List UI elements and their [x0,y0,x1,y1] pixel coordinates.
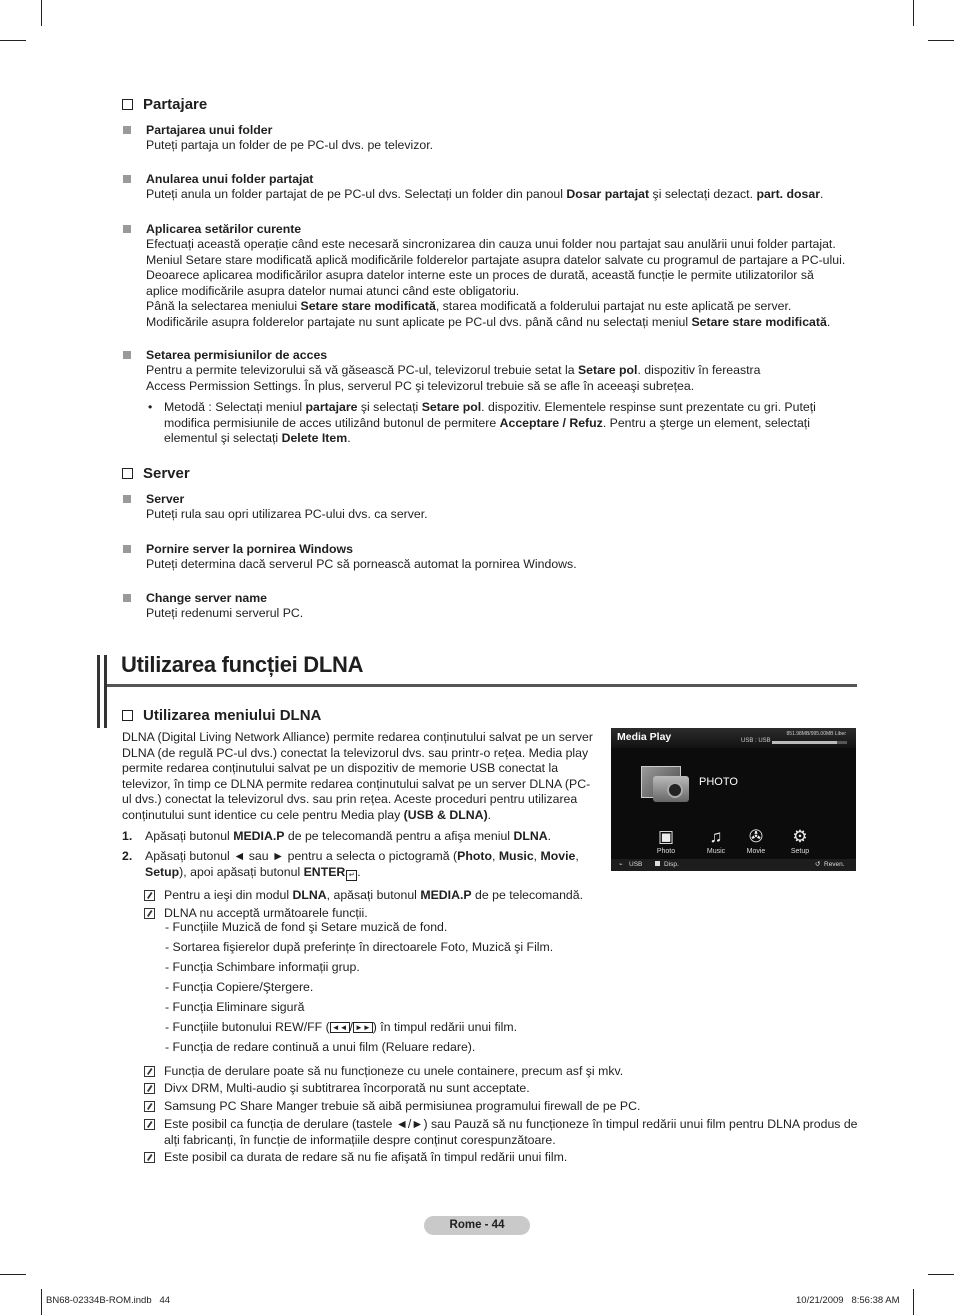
note-icon [144,1152,155,1163]
dash-item: - Funcția Schimbare informații grup. [165,960,360,974]
note-item: Divx DRM, Multi-audio şi subtitrarea încorporată nu sunt acceptate. [144,1081,858,1097]
square-bullet-icon [123,545,131,553]
square-bullet-icon [123,175,131,183]
title-underline [107,684,857,687]
section-heading-server: Server [122,465,190,482]
tv-menu-music[interactable]: ♫ Music [701,826,731,855]
list-item: Aplicarea setărilor curente Efectuați această operație când este necesară sincronizarea din cauza unui folder nou partajat sau anulării unui folder partajat. Meniul Setare stare modificată aplică modificările folderelor partajate asupra datelor salvate cu programul de partajare a PC-ului. Deoarece aplicarea modificărilor asupra datelor interne este un proces de durată, această funcție le permite utilizatorilor să aplice modificările asupra datelor numai atunci când este obligatoriu. Până la selectarea meniului Setare stare modificată, starea modificată a folderului partajat nu este aplicată pe server. Modificările asupra folderelor partajate nu sunt aplicate pe PC-ul dvs. până când nu selectați meniul Setare stare modificată. [122,221,862,330]
print-file-name: BN68-02334B-ROM.indb 44 [46,1295,171,1306]
title-bar-decoration [104,655,107,728]
dash-item: - Funcția Eliminare sigură [165,1000,305,1014]
list-item: Change server name Puteți redenumi serverul PC. [122,590,862,622]
crop-mark [928,1274,954,1275]
crop-mark [41,0,42,26]
gear-icon: ⚙ [792,827,808,846]
item-description: Modificările asupra folderelor partajate nu sunt aplicate pe PC-ul dvs. până când nu selectați meniul Setare stare modificată. [146,314,831,329]
step-2: 2. Apăsați butonul ◄ sau ► pentru a selecta o pictogramă (Photo, Music, Movie, Setup), apoi apăsați butonul ENTER ↵ . [122,849,579,879]
note-icon [144,1083,155,1094]
dash-item: - Funcția de redare continuă a unui film (Reluare redare). [165,1040,476,1054]
dash-item: - Sortarea fişierelor după preferințe în directoarele Foto, Muzică şi Film. [165,940,554,954]
tv-menu-setup[interactable]: ⚙ Setup [785,826,815,855]
note-item: Este posibil ca durata de redare să nu fie afişată în timpul redării unui film. [144,1150,858,1166]
list-item: Server Puteți rula sau opri utilizarea PC-ului dvs. ca server. [122,491,862,523]
note-item: Pentru a ieşi din modul DLNA, apăsați butonul MEDIA.P de pe telecomandă. [144,888,858,904]
storage-bar-fill [772,741,837,744]
note-item: Funcția de derulare poate să nu funcționeze cu unele containere, precum asf şi mkv. [144,1064,858,1080]
crop-mark [0,1274,26,1275]
dash-item: - Funcțiile butonului REW/FF ( ◄◄ / ►► ) în timpul redării unui film. [165,1020,517,1034]
crop-mark [913,0,914,26]
item-description: Până la selectarea meniului Setare stare modificată, starea modificată a folderului partajat nu este aplicată pe server. [146,299,792,313]
dash-item: - Funcțiile Muzică de fond şi Setare muzică de fond. [165,920,448,934]
checkbox-square-icon [122,99,133,110]
page-number-badge: Rome - 44 [424,1216,530,1235]
note-icon [144,1101,155,1112]
photo-icon: ▣ [657,827,675,846]
step-1: 1. Apăsați butonul MEDIA.P de pe telecomandă pentru a afişa meniul DLNA. [122,829,552,843]
usb-icon: ⌁ [619,862,623,868]
crop-mark [41,1289,42,1315]
section-heading-partajare: Partajare [122,96,207,113]
music-note-icon: ♫ [709,827,723,846]
note-icon [144,1119,155,1130]
list-item: Setarea permisiunilor de acces Pentru a permite televizorului să vă găsească PC-ul, televizorul trebuie setat la Setare pol. dispozitiv în fereastra Access Permission Settings. În plus, serverul PC şi televizorul trebuie să se afle în aceeaşi subrețea. [122,347,862,394]
page-title: Utilizarea funcției DLNA [121,652,364,677]
checkbox-square-icon [122,468,133,479]
square-bullet-icon [123,495,131,503]
crop-mark [0,40,26,41]
note-icon [144,908,155,919]
note-item: Este posibil ca funcția de derulare (tastele ◄/►) sau Pauză să nu funcționeze în timpul redării unui film pentru DLNA produs de alți fabricanți, în funcție de informațiile despre conținut corespunzătoare. [144,1117,858,1148]
note-item: DLNA nu acceptă următoarele funcții. [144,906,858,922]
film-reel-icon: ✇ [748,827,764,846]
crop-mark [928,40,954,41]
photo-large-icon [641,764,689,804]
storage-bar [772,741,847,744]
crop-mark [913,1289,914,1315]
title-bar-decoration [97,655,100,728]
square-bullet-icon [123,225,131,233]
section-heading-dlna-menu: Utilizarea meniului DLNA [122,707,321,724]
tv-menu-movie[interactable]: ✇ Movie [741,826,771,855]
square-button-icon [655,861,660,866]
return-icon: ↺ [815,861,821,868]
square-bullet-icon [123,594,131,602]
list-item: Pornire server la pornirea Windows Puteți determina dacă serverul PC să pornească automat la pornirea Windows. [122,541,862,573]
media-play-screenshot: Media Play 851.98MB/995.00MB Liber USB : USB PHOTO ▣ Photo ♫ Music ✇ Movie ⚙ Setup ⌁ USB Disp. ↺ Reven. [611,728,856,871]
list-item: Partajarea unui folder Puteți partaja un folder de pe PC-ul dvs. pe televizor. [122,122,862,154]
tv-menu-photo[interactable]: ▣ Photo [651,826,681,855]
rewind-key-icon: ◄◄ [331,1023,348,1032]
media-play-header: Media Play 851.98MB/995.00MB Liber USB : USB [611,728,856,748]
dash-item: - Funcția Copiere/Ştergere. [165,980,314,994]
item-description: Pentru a permite televizorului să vă găsească PC-ul, televizorul trebuie setat la Setare pol. dispozitiv în fereastra Access Permission Settings. În plus, serverul PC şi televizorul trebuie să se afle în aceeaşi subrețea. [146,363,761,393]
square-bullet-icon [123,126,131,134]
item-description: Puteți anula un folder partajat de pe PC-ul dvs. Selectați un folder din panoul Dosar partajat şi selectați dezact. part. dosar. [146,187,824,201]
bullet-item: • Metodă : Selectați meniul partajare şi selectați Setare pol. dispozitiv. Elementele respinse sunt prezentate cu gri. Puteți modifica permisiunile de acces utilizând butonul de permitere Acceptare / Refuz. Pentru a şterge un element, selectați elementul şi selectați Delete Item. [148,400,816,445]
note-item: Samsung PC Share Manger trebuie să aibă permisiunea programului firewall de pe PC. [144,1099,858,1115]
note-icon [144,1066,155,1077]
note-icon [144,890,155,901]
list-item: Anularea unui folder partajat Puteți anula un folder partajat de pe PC-ul dvs. Selectați un folder din panoul Dosar partajat şi selectați dezact. part. dosar. [122,171,862,203]
square-bullet-icon [123,351,131,359]
print-timestamp: 10/21/2009 8:56:38 AM [796,1295,900,1306]
fast-forward-key-icon: ►► [354,1023,371,1032]
intro-paragraph: DLNA (Digital Living Network Alliance) permite redarea conținutului salvat pe un server DLNA (de regulă PC-ul dvs.) conectat la televizorul dvs. sau printr-o rețea. Media play permite redarea conținutului salvat pe un dispozitiv de memorie USB conectat la televizor, în timp ce DLNA permite redarea conținutului salvat pe un server DLNA (PC-ul dvs.) conectat la televizorul dvs. sau prin rețea. Aceste proceduri pentru utilizarea conținutului sunt identice cu cele pentru Media play (USB & DLNA). [122,730,593,822]
media-play-footer: ⌁ USB Disp. ↺ Reven. [611,859,856,871]
checkbox-square-icon [122,710,133,721]
enter-key-icon: ↵ [346,870,357,881]
